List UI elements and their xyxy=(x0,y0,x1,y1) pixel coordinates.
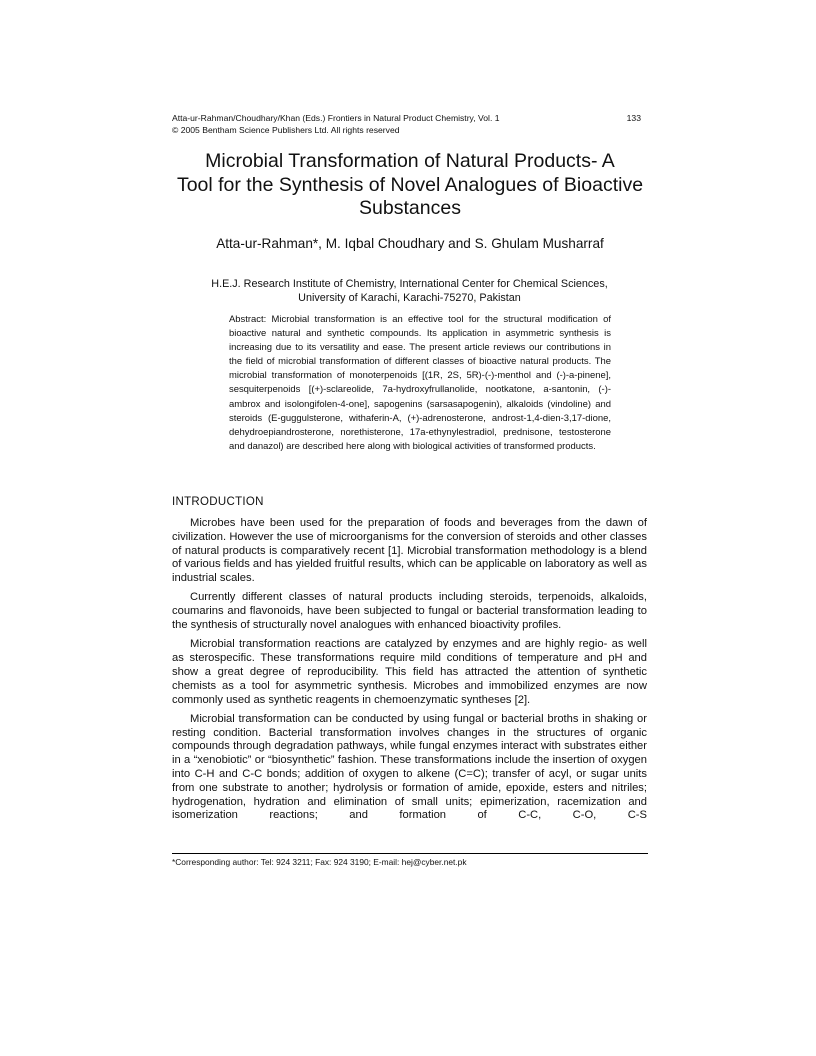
title-line: Microbial Transformation of Natural Products- A xyxy=(205,150,615,172)
affiliation xyxy=(172,278,647,305)
page-number: 133 xyxy=(626,113,641,123)
affiliation-line: H.E.J. Research Institute of Chemistry, International Center for Chemical Sciences, xyxy=(211,278,608,290)
section-heading: INTRODUCTION xyxy=(172,496,264,508)
header-copyright: © 2005 Bentham Science Publishers Ltd. All rights reserved xyxy=(172,125,400,135)
affiliation-line: University of Karachi, Karachi-75270, Pakistan xyxy=(298,291,521,304)
paragraph: Currently different classes of natural products including steroids, terpenoids, alkaloids, coumarins and flavonoids, have been subjected to fungal or bacterial transformation leading to the synthesis of structurally novel analogues with enhanced bioactivity profiles. xyxy=(172,591,647,632)
body-text xyxy=(172,517,647,829)
abstract: Abstract: Microbial transformation is an effective tool for the structural modification of bioactive natural and synthetic compounds. Its application in asymmetric synthesis is increasing due to its versatility and ease. The present article reviews our contributions in the field of microbial transformation of different classes of bioactive natural products. The microbial transformation of monoterpenoids [(1R, 2S, 5R)-(-)-menthol and (-)-a-pinene], sesquiterpenoids [(+)-sclareolide, 7a-hydroxyfrullanolide, nootkatone, a-santonin, (-)-ambrox and isolongifolen-4-one], sapogenins (sarsasapogenin), alkaloids (vindoline) and steroids (E-guggulsterone, withaferin-A, (+)-adrenosterone, androst-1,4-dien-3,17-dione, dehydroepiandrosterone, norethisterone, 17a-ethynylestradiol, prednisone, testosterone and danazol) are described here along with biological activities of transformed products. xyxy=(229,314,611,452)
footnote-divider xyxy=(172,853,648,854)
paragraph: Microbial transformation can be conducted by using fungal or bacterial broths in shaking or resting condition. Bacterial transformation involves changes in the structures of organic compounds through degradation pathways, while fungal enzymes interact with substrates either in a “xenobiotic” or “biosynthetic” fashion. These transformations include the insertion of oxygen into C-H and C-C bonds; addition of oxygen to alkene (C=C); transfer of acyl, or sugar units from one substrate to another; hydrolysis or formation of amide, epoxide, esters and nitriles; hydrogenation, hydration and elimination of small units; epimerization, racemization and isomerization reactions; and formation of C-C, C-O, C-S xyxy=(172,712,647,822)
running-header xyxy=(172,112,647,136)
paragraph: Microbes have been used for the preparation of foods and beverages from the dawn of civilization. However the use of microorganisms for the conversion of steroids and other classes of natural products is comparatively recent [1]. Microbial transformation methodology is a blend of various fields and has yielded fruitful results, which can be applicable on laboratory as well as industrial scales. xyxy=(172,517,647,585)
header-citation: Atta-ur-Rahman/Choudhary/Khan (Eds.) Frontiers in Natural Product Chemistry, Vol. 1 xyxy=(172,113,500,123)
footnote: *Corresponding author: Tel: 924 3211; Fax: 924 3190; E-mail: hej@cyber.net.pk xyxy=(172,857,467,867)
paragraph: Microbial transformation reactions are catalyzed by enzymes and are highly regio- as well as sterospecific. These transformations require mild conditions of temperature and pH and show a great degree of reproducibility. This field has attracted the attention of synthetic chemists as a tool for asymmetric synthesis. Microbes and immobilized enzymes are now commonly used as synthetic reagents in chemoenzymatic syntheses [2]. xyxy=(172,638,647,706)
title-line: Substances xyxy=(359,197,461,219)
title-line: Tool for the Synthesis of Novel Analogues of Bioactive xyxy=(176,173,644,196)
authors: Atta-ur-Rahman*, M. Iqbal Choudhary and S. Ghulam Musharraf xyxy=(216,236,604,251)
paper-title xyxy=(160,150,660,221)
